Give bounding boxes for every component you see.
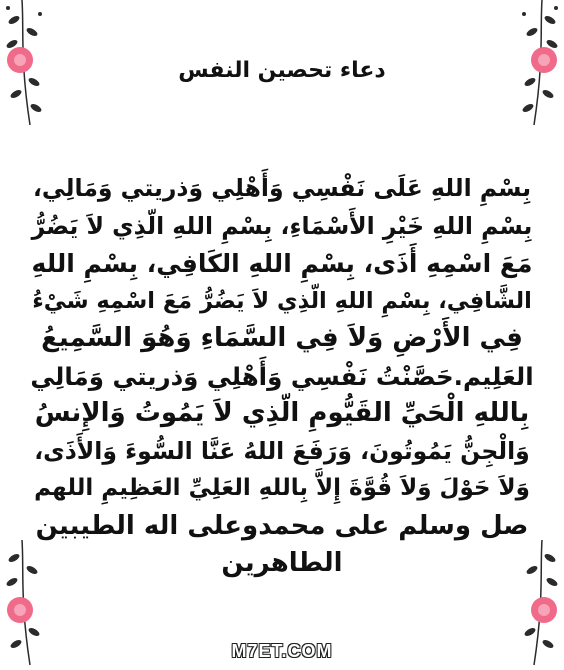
supplication-text <box>30 170 534 583</box>
text-line: بِسْمِ اللهِ خَيْرِ الأَسْمَاءِ، بِسْمِ اللهِ الّذِي لاَ يَضُرُّ <box>31 211 533 240</box>
text-line: فِي الأَرْضِ وَلاَ فِي السَّمَاءِ وَهُوَ السَّمِيعُ <box>41 323 523 353</box>
text-line: وَلاَ حَوْلَ وَلاَ قُوَّةَ إِلاَّ بِاللهِ العَلِيِّ العَظِيمِ اللهم <box>34 475 530 501</box>
text-line: الطاهرين <box>221 548 343 578</box>
text-line: مَعَ اسْمِهِ أَذَى، بِسْمِ اللهِ الكَافِي، بِسْمِ اللهِ <box>31 249 533 278</box>
text-line: بِسْمِ اللهِ عَلَى نَفْسِي وَأَهْلِي وَذريتي وَمَالِي، <box>32 174 532 202</box>
text-line: وَالْجِنُّ يَمُوتُونَ، وَرَفَعَ اللهُ عَنَّا السُّوءَ وَالأَذَى، <box>34 436 530 465</box>
text-line: بِاللهِ الْحَيِّ القَيُّومِ الّذِي لاَ يَمُوتُ وَالإِنسُ <box>34 398 530 428</box>
text-line: الشَّافِي، بِسْمِ اللهِ الّذِي لاَ يَضُرُّ مَعَ اسْمِهِ شَيْءُ <box>32 287 532 314</box>
watermark: M7ET.COM <box>231 641 333 661</box>
page-title: دعاء تحصين النفس <box>178 58 386 83</box>
text-line: العَلِيم.حَصَّنْتُ نَفْسِي وَأَهْلِي وَذريتي وَمَالِي <box>30 361 534 391</box>
text-line: صل وسلم على محمدوعلى اله الطيبين <box>35 510 529 541</box>
